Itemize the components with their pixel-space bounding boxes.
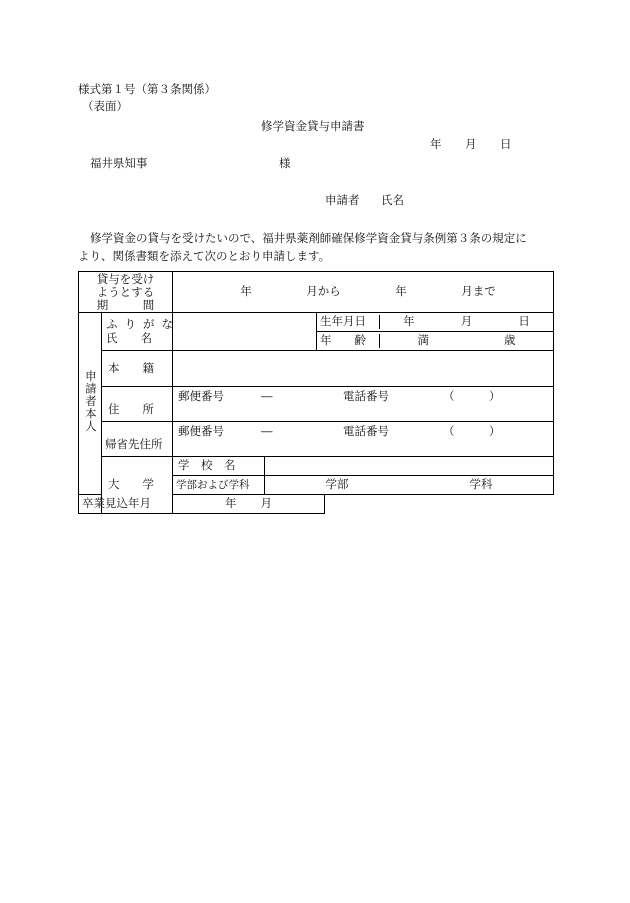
date-month-label: 月 [465, 137, 477, 151]
birthdate-cell[interactable]: 生年月日 年 月 日 [317, 313, 554, 332]
date-year-label: 年 [430, 137, 442, 151]
applicant-side-label: 申請者本人 [79, 313, 102, 495]
address-label: 住 所 [102, 387, 173, 422]
birthdate-label: 生年月日 [317, 315, 380, 329]
applicant-name-label: 氏名 [381, 193, 404, 207]
honseki-row [79, 351, 554, 387]
faculty-label: 学部および学科 [173, 476, 265, 495]
form-side-label: （表面） [82, 99, 128, 113]
school-name-input[interactable] [265, 457, 554, 476]
name-input-cell[interactable] [173, 313, 317, 351]
university-label: 大 学 [102, 457, 173, 514]
school-name-row [79, 457, 554, 476]
return-address-row [79, 422, 554, 457]
application-table [78, 271, 554, 514]
honorific: 様 [279, 156, 291, 170]
graduation-input[interactable]: 年 月 [173, 495, 325, 514]
body-paragraph-line2: より、関係書類を添えて次のとおり申請します。 [78, 249, 331, 263]
address-input-cell[interactable]: 郵便番号 ― 電話番号 （ ） [173, 387, 554, 422]
return-address-input-cell[interactable]: 郵便番号 ― 電話番号 （ ） [173, 422, 554, 457]
age-cell[interactable]: 年 齢 満 歳 [317, 332, 554, 351]
address-row [79, 387, 554, 422]
period-input-cell[interactable]: 年 月から 年 月まで [173, 272, 554, 313]
honseki-label: 本 籍 [102, 351, 173, 387]
return-address-label: 帰省先住所 [102, 422, 173, 457]
furigana-row [79, 313, 554, 332]
age-label: 年 齢 [317, 334, 380, 348]
graduation-label: 卒業見込年月 [79, 495, 102, 514]
period-label-cell: 貸与を受け ようとする 期 間 [79, 272, 173, 313]
faculty-input[interactable]: 学部 学科 [265, 476, 554, 495]
period-row [79, 272, 554, 313]
school-name-label: 学 校 名 [173, 457, 265, 476]
form-title: 修学資金貸与申請書 [261, 119, 365, 133]
form-number: 様式第１号（第３条関係） [78, 82, 216, 96]
date-day-label: 日 [500, 137, 512, 151]
honseki-input-cell[interactable] [173, 351, 554, 387]
name-label-cell: ふりがな 氏 名 [102, 313, 173, 351]
body-paragraph-line1: 修学資金の貸与を受けたいので、福井県薬剤師確保修学資金貸与条例第３条の規定に [90, 231, 527, 245]
addressee: 福井県知事 [90, 156, 148, 170]
applicant-label: 申請者 [325, 193, 360, 207]
